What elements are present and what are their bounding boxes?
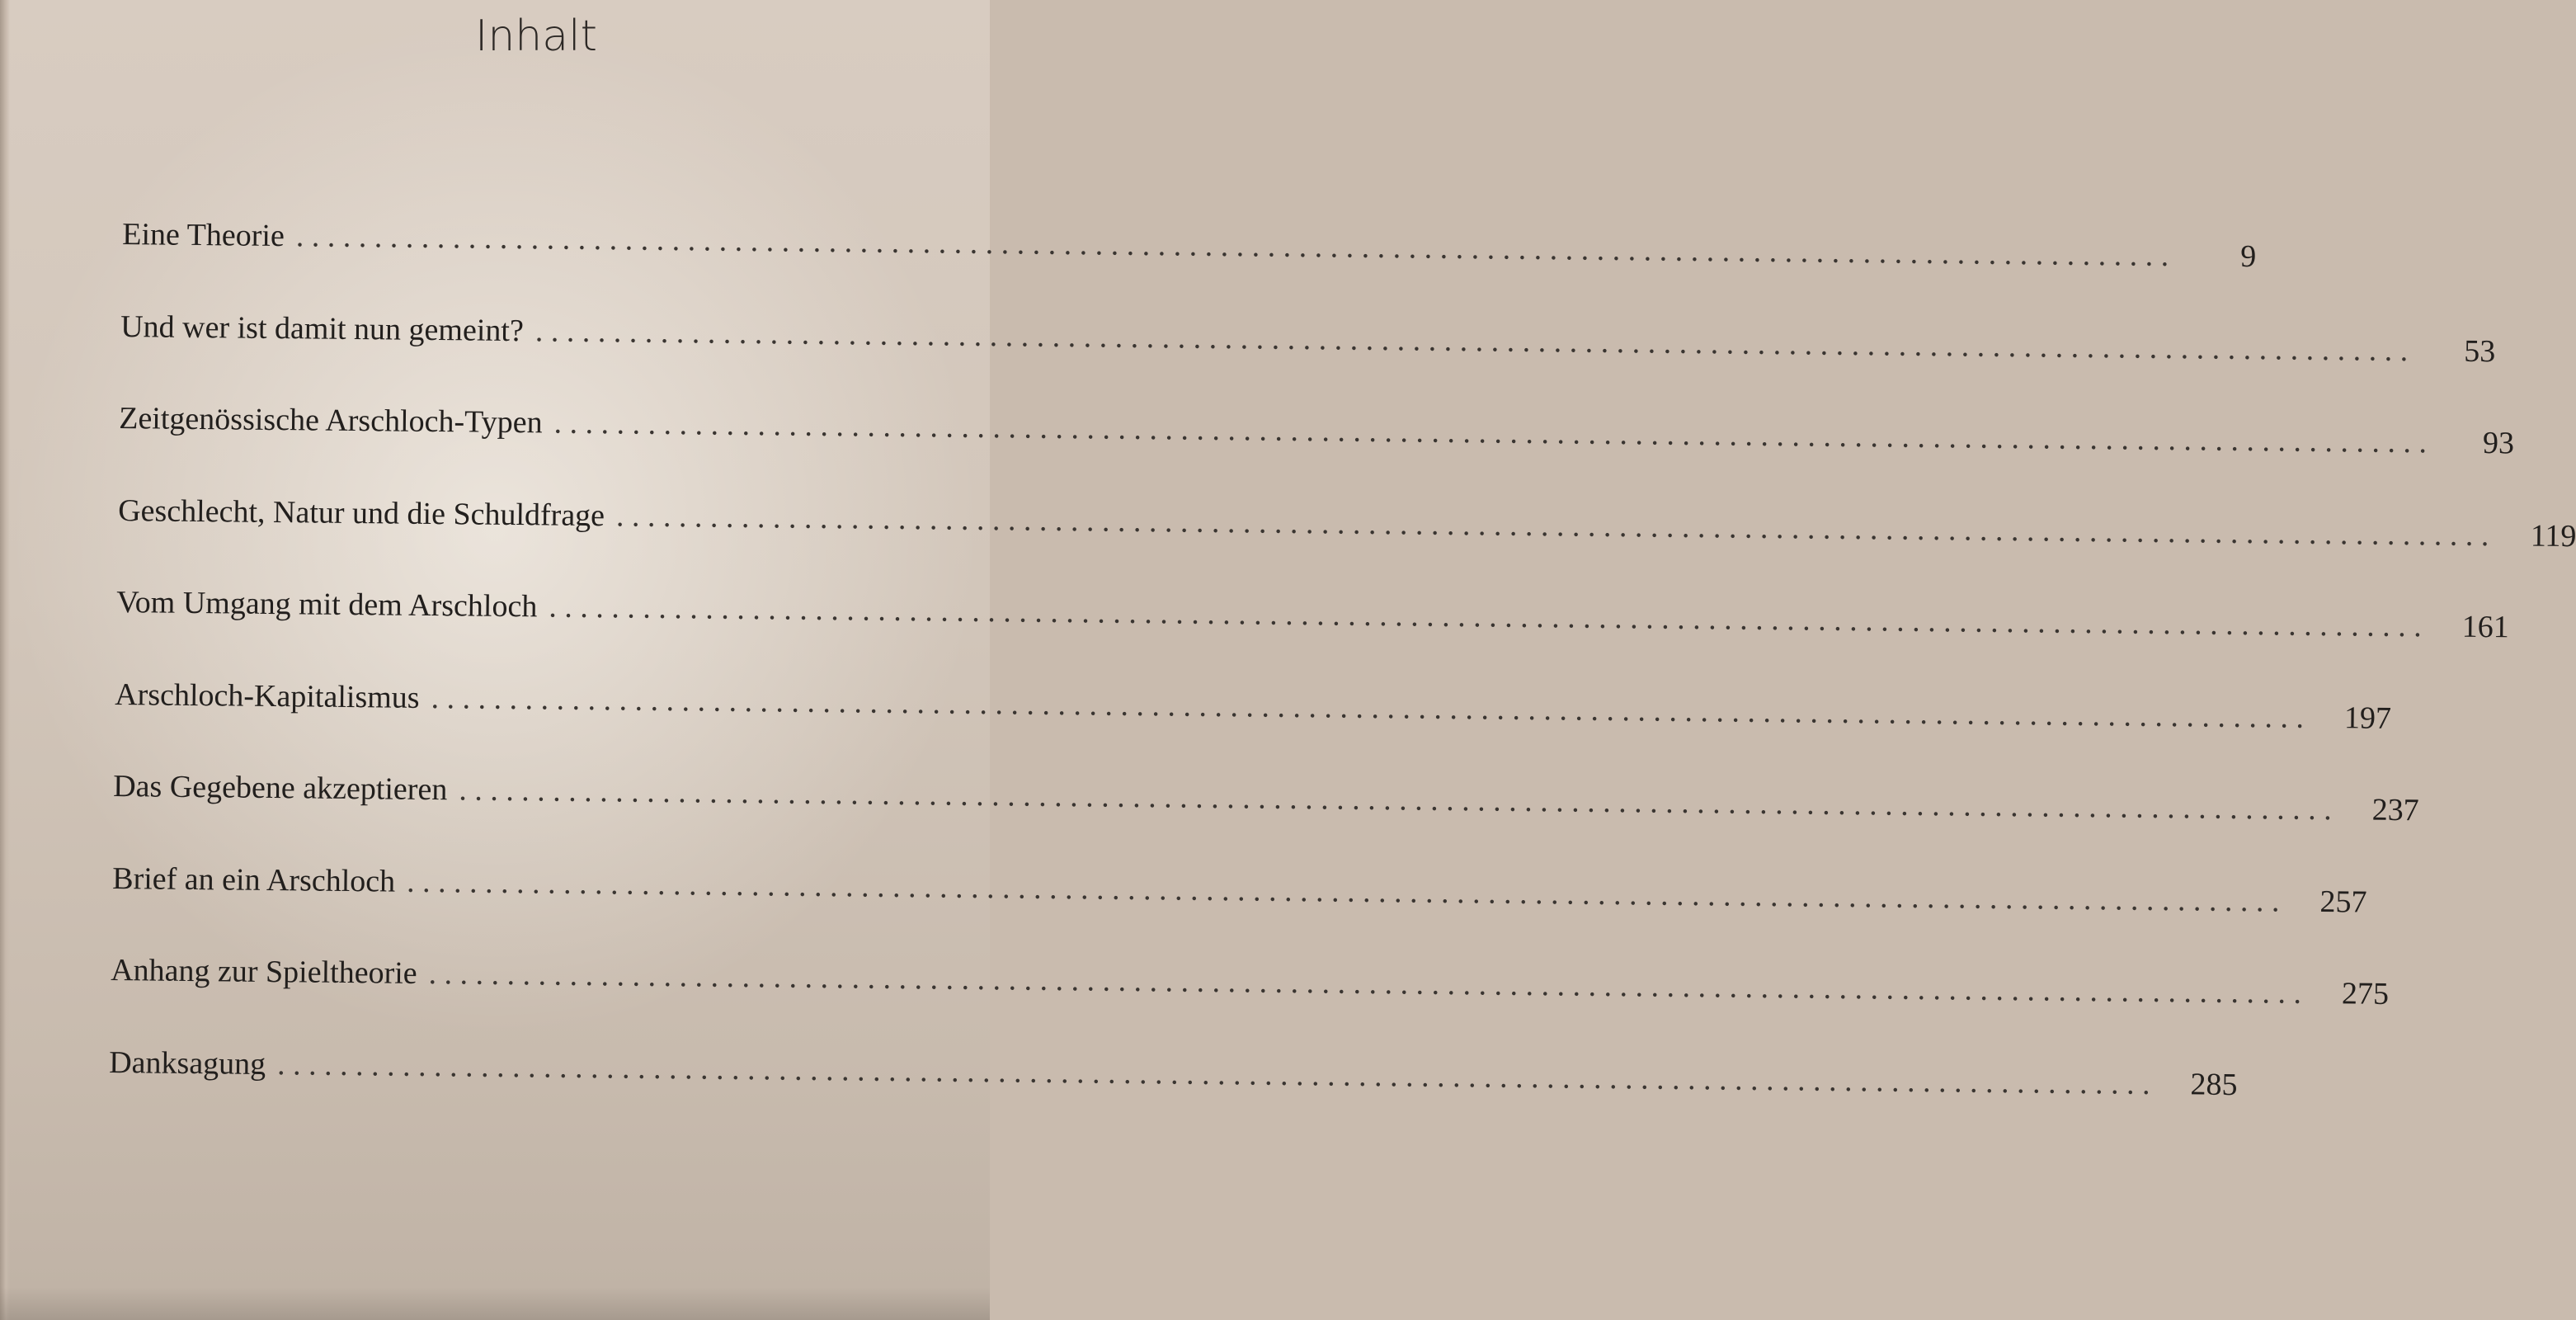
toc-dot-leader: . . . . . . . . . . . . . . . . . . . . . . . . . . . . . . . . . . . . . . . . . . . . . . . . . . . . . . . . . . . . . . . . . . . . . . . . . . . . . . . . . . . . . . . . . . . . . . . . . . . . . . . . . . . . . . . . . . . . . . . . [549, 589, 2422, 644]
toc-dot-leader: . . . . . . . . . . . . . . . . . . . . . . . . . . . . . . . . . . . . . . . . . . . . . . . . . . . . . . . . . . . . . . . . . . . . . . . . . . . . . . . . . . . . . . . . . . . . . . . . . . . . . . . . . . . . . . . . . . . . . . . . [615, 497, 2489, 553]
toc-dot-leader: . . . . . . . . . . . . . . . . . . . . . . . . . . . . . . . . . . . . . . . . . . . . . . . . . . . . . . . . . . . . . . . . . . . . . . . . . . . . . . . . . . . . . . . . . . . . . . . . . . . . . . . . . . . . . . . . . . . . . . . . [431, 680, 2305, 735]
toc-entry-page: 161 [2461, 609, 2509, 645]
toc-entry [115, 667, 2392, 736]
toc-entry-title: Das Gegebene akzeptieren [113, 769, 448, 808]
toc-entry-page: 93 [2483, 426, 2515, 461]
toc-entry [110, 942, 2390, 1011]
toc-entry [117, 483, 2576, 554]
toc-entry-page: 119 [2530, 518, 2576, 554]
toc-entry-title: Geschlecht, Natur und die Schuldfrage [117, 493, 605, 533]
toc-dot-leader: . . . . . . . . . . . . . . . . . . . . . . . . . . . . . . . . . . . . . . . . . . . . . . . . . . . . . . . . . . . . . . . . . . . . . . . . . . . . . . . . . . . . . . . . . . . . . . . . . . . . . . . . . . . . . . . . . . . . . . . . [276, 1046, 2150, 1101]
toc-entry-page: 9 [2239, 238, 2257, 275]
toc-entry-page: 237 [2371, 792, 2420, 828]
toc-entry-title: Vom Umgang mit dem Arschloch [115, 585, 538, 625]
toc-entry-page: 257 [2319, 884, 2367, 920]
toc-entry [109, 1035, 2238, 1102]
toc-entry [111, 851, 2367, 920]
toc-dot-leader: . . . . . . . . . . . . . . . . . . . . . . . . . . . . . . . . . . . . . . . . . . . . . . . . . . . . . . . . . . . . . . . . . . . . . . . . . . . . . . . . . . . . . . . . . . . . . . . . . . . . . . . . . . . . . . . . . . . . . . . . [535, 313, 2409, 368]
toc-entry-page: 197 [2343, 700, 2392, 736]
toc-entry-title: Brief an ein Arschloch [111, 860, 395, 899]
toc-entry-page: 275 [2341, 976, 2390, 1011]
toc-dot-leader: . . . . . . . . . . . . . . . . . . . . . . . . . . . . . . . . . . . . . . . . . . . . . . . . . . . . . . . . . . . . . . . . . . . . . . . . . . . . . . . . . . . . . . . . . . . . . . . . . . . . . . . . . . . . . . . . . . . . . . . . [295, 219, 2169, 273]
toc-entry-title: Und wer ist damit nun gemeint? [120, 309, 525, 348]
toc-entry-title: Arschloch-Kapitalismus [115, 676, 420, 715]
toc-entry-title: Danksagung [109, 1044, 266, 1082]
toc-entry-page: 53 [2464, 333, 2496, 369]
toc-dot-leader: . . . . . . . . . . . . . . . . . . . . . . . . . . . . . . . . . . . . . . . . . . . . . . . . . . . . . . . . . . . . . . . . . . . . . . . . . . . . . . . . . . . . . . . . . . . . . . . . . . . . . . . . . . . . . . . . . . . . . . . . [553, 405, 2428, 460]
toc-dot-leader: . . . . . . . . . . . . . . . . . . . . . . . . . . . . . . . . . . . . . . . . . . . . . . . . . . . . . . . . . . . . . . . . . . . . . . . . . . . . . . . . . . . . . . . . . . . . . . . . . . . . . . . . . . . . . . . . . . . . . . . . [406, 864, 2280, 919]
toc-entry [119, 390, 2515, 461]
toc-entry-title: Zeitgenössische Arschloch-Typen [119, 401, 544, 441]
toc-entry [113, 758, 2420, 828]
toc-entry-page: 285 [2190, 1066, 2238, 1102]
toc-entry-title: Anhang zur Spieltheorie [110, 953, 417, 991]
toc-heading: Inhalt [475, 12, 597, 61]
toc-entry [120, 299, 2496, 369]
toc-entry-title: Eine Theorie [122, 217, 285, 254]
toc-dot-leader: . . . . . . . . . . . . . . . . . . . . . . . . . . . . . . . . . . . . . . . . . . . . . . . . . . . . . . . . . . . . . . . . . . . . . . . . . . . . . . . . . . . . . . . . . . . . . . . . . . . . . . . . . . . . . . . . . . . . . . . . [428, 956, 2302, 1011]
toc-entry [122, 206, 2257, 275]
toc-entry [115, 574, 2509, 645]
toc-dot-leader: . . . . . . . . . . . . . . . . . . . . . . . . . . . . . . . . . . . . . . . . . . . . . . . . . . . . . . . . . . . . . . . . . . . . . . . . . . . . . . . . . . . . . . . . . . . . . . . . . . . . . . . . . . . . . . . . . . . . . . . . [459, 772, 2333, 827]
